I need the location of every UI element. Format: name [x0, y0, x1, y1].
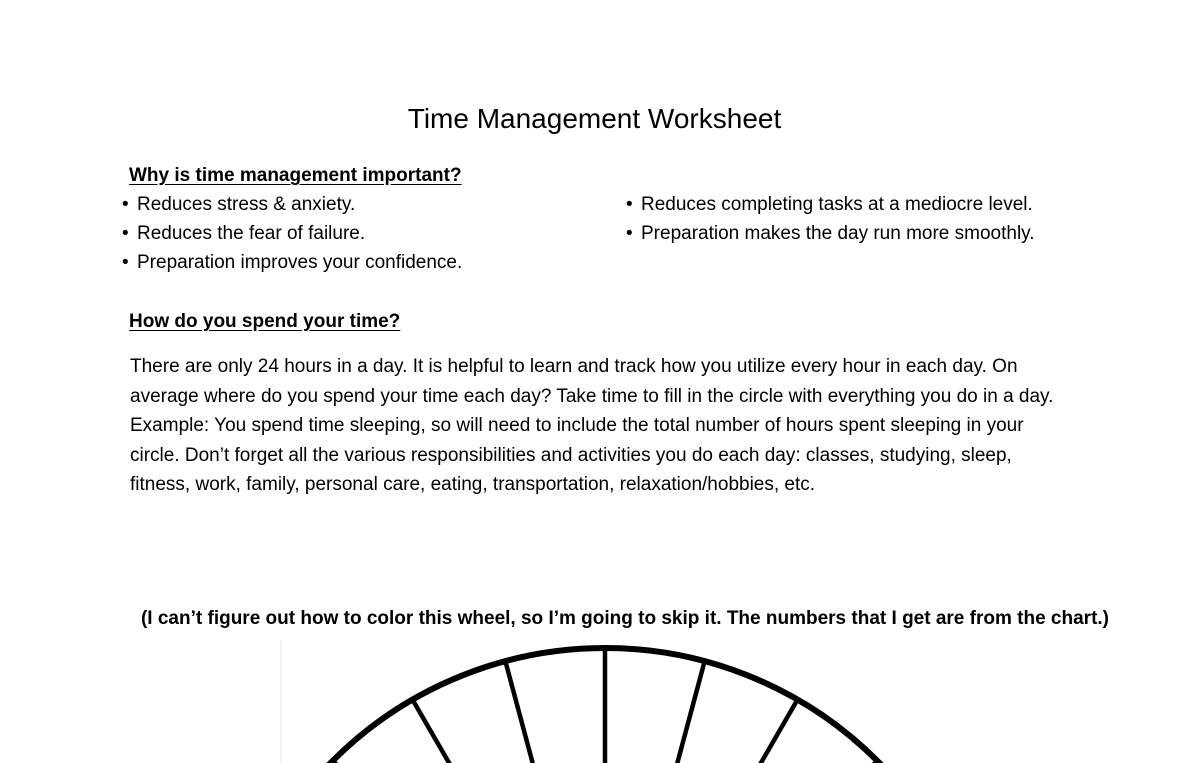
bullet-text: Reduces the fear of failure. — [137, 223, 366, 244]
bullet-text: Preparation makes the day run more smoothly. — [641, 223, 1035, 244]
why-heading: Why is time management important? — [129, 165, 462, 186]
time-wheel — [280, 640, 930, 763]
document-title: Time Management Worksheet — [407, 103, 782, 134]
time-wheel-graphic — [280, 640, 930, 763]
bullet-dot: • — [626, 223, 633, 244]
bullet-text: Reduces completing tasks at a mediocre level. — [641, 194, 1033, 215]
wheel-spokes — [280, 648, 930, 763]
wheel-note: (I can’t figure out how to color this wheel, so I’m going to skip it. The numbers that I get are from the chart.) — [140, 608, 1110, 629]
bullet-dot: • — [626, 194, 633, 215]
wheel-spoke — [605, 661, 705, 763]
bullet-dot: • — [122, 252, 129, 273]
wheel-spoke — [505, 661, 605, 763]
wheel-spoke — [413, 700, 606, 763]
how-paragraph[interactable]: There are only 24 hours in a day. It is helpful to learn and track how you utilize every hour in each day. On average where do you spend your time each day? Take time to fill in the circle with everything you do in a day. Example: You spend time sleeping, so will need to include the total number of hours spent sleeping in your circle. Don’t forget all the various responsibilities and activities you do each day: classes, studying, sleep, fitness, work, family, personal care, eating, transportation, relaxation/hobbies, etc. — [130, 356, 1054, 495]
bullet-text: Preparation improves your confidence. — [137, 252, 463, 273]
bullet-dot: • — [122, 194, 129, 215]
wheel-spoke — [605, 700, 798, 763]
bullet-dot: • — [122, 223, 129, 244]
bullet-text: Reduces stress & anxiety. — [137, 194, 356, 215]
how-heading: How do you spend your time? — [129, 311, 401, 332]
